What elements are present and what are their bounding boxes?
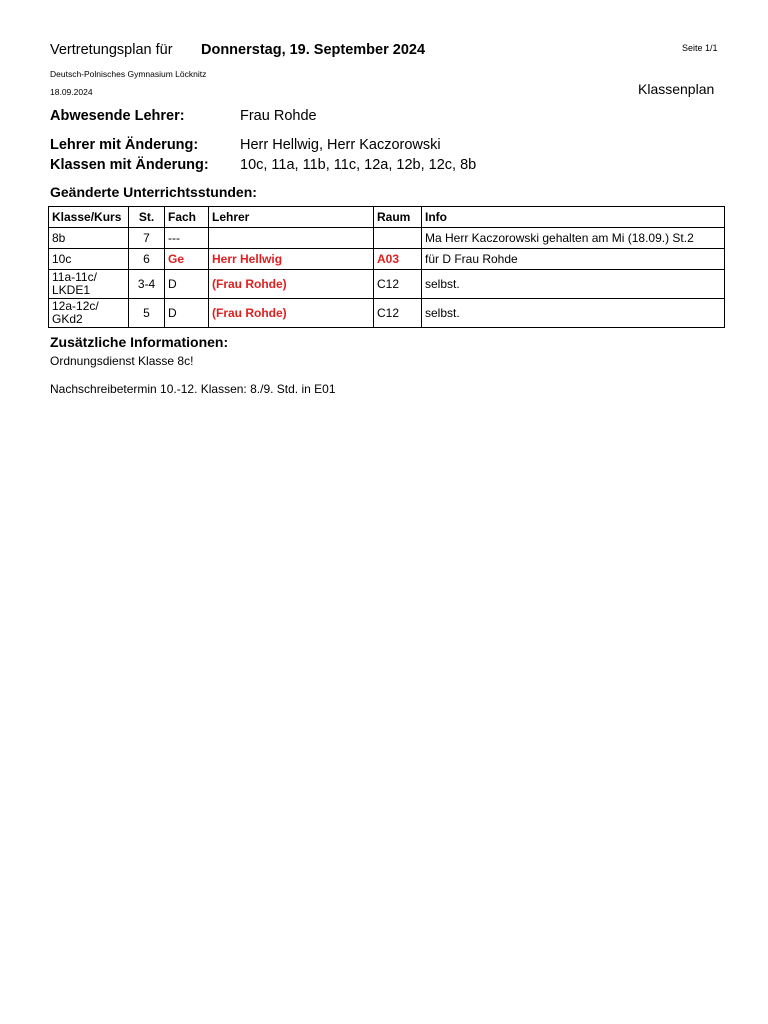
cell-lehrer: (Frau Rohde): [209, 270, 374, 299]
substitution-table: [48, 206, 725, 328]
additional-line-1: Ordnungsdienst Klasse 8c!: [50, 354, 194, 368]
cell-raum: C12: [374, 270, 422, 299]
cell-stunde: 3-4: [129, 270, 165, 299]
col-info: Info: [422, 207, 725, 228]
table-row: [49, 270, 725, 299]
cell-info: für D Frau Rohde: [422, 249, 725, 270]
col-fach: Fach: [165, 207, 209, 228]
cell-fach: ---: [165, 228, 209, 249]
additional-heading: Zusätzliche Informationen:: [50, 334, 229, 350]
plan-date: Donnerstag, 19. September 2024: [201, 42, 426, 58]
changed-classes-value: 10c, 11a, 11b, 11c, 12a, 12b, 12c, 8b: [240, 157, 477, 173]
cell-lehrer: Herr Hellwig: [209, 249, 374, 270]
cell-raum: C12: [374, 299, 422, 328]
cell-info: Ma Herr Kaczorowski gehalten am Mi (18.09.) St.2: [422, 228, 725, 249]
table-row: [49, 228, 725, 249]
changed-teachers-label: Lehrer mit Änderung:: [50, 137, 199, 153]
cell-klasse: 10c: [49, 249, 129, 270]
changes-heading: Geänderte Unterrichtsstunden:: [50, 184, 257, 200]
cell-raum: [374, 228, 422, 249]
col-klasse: Klasse/Kurs: [49, 207, 129, 228]
absent-teachers-value: Frau Rohde: [240, 108, 317, 124]
cell-fach: Ge: [165, 249, 209, 270]
cell-stunde: 7: [129, 228, 165, 249]
cell-info: selbst.: [422, 270, 725, 299]
additional-line-2: Nachschreibetermin 10.-12. Klassen: 8./9. Std. in E01: [50, 382, 336, 396]
generated-date: 18.09.2024: [50, 87, 93, 97]
cell-raum: A03: [374, 249, 422, 270]
cell-klasse: 8b: [49, 228, 129, 249]
cell-fach: D: [165, 270, 209, 299]
cell-lehrer: [209, 228, 374, 249]
col-stunde: St.: [129, 207, 165, 228]
table-row: [49, 299, 725, 328]
changed-teachers-value: Herr Hellwig, Herr Kaczorowski: [240, 137, 441, 153]
cell-lehrer: (Frau Rohde): [209, 299, 374, 328]
page-number: Seite 1/1: [682, 43, 718, 53]
changed-classes-label: Klassen mit Änderung:: [50, 157, 209, 173]
cell-fach: D: [165, 299, 209, 328]
cell-stunde: 5: [129, 299, 165, 328]
col-lehrer: Lehrer: [209, 207, 374, 228]
cell-klasse-line2: LKDE1: [52, 283, 91, 297]
cell-info: selbst.: [422, 299, 725, 328]
school-name: Deutsch-Polnisches Gymnasium Löcknitz: [50, 69, 207, 79]
plan-title: Vertretungsplan für: [50, 42, 173, 58]
col-raum: Raum: [374, 207, 422, 228]
cell-klasse-line1: 12a-12c/: [52, 299, 99, 313]
cell-stunde: 6: [129, 249, 165, 270]
absent-teachers-label: Abwesende Lehrer:: [50, 108, 185, 124]
cell-klasse-line1: 11a-11c/: [52, 270, 97, 284]
plan-type: Klassenplan: [638, 81, 715, 97]
table-row: [49, 249, 725, 270]
table-header-row: [49, 207, 725, 228]
cell-klasse: [49, 270, 129, 299]
cell-klasse: [49, 299, 129, 328]
cell-klasse-line2: GKd2: [52, 312, 83, 326]
